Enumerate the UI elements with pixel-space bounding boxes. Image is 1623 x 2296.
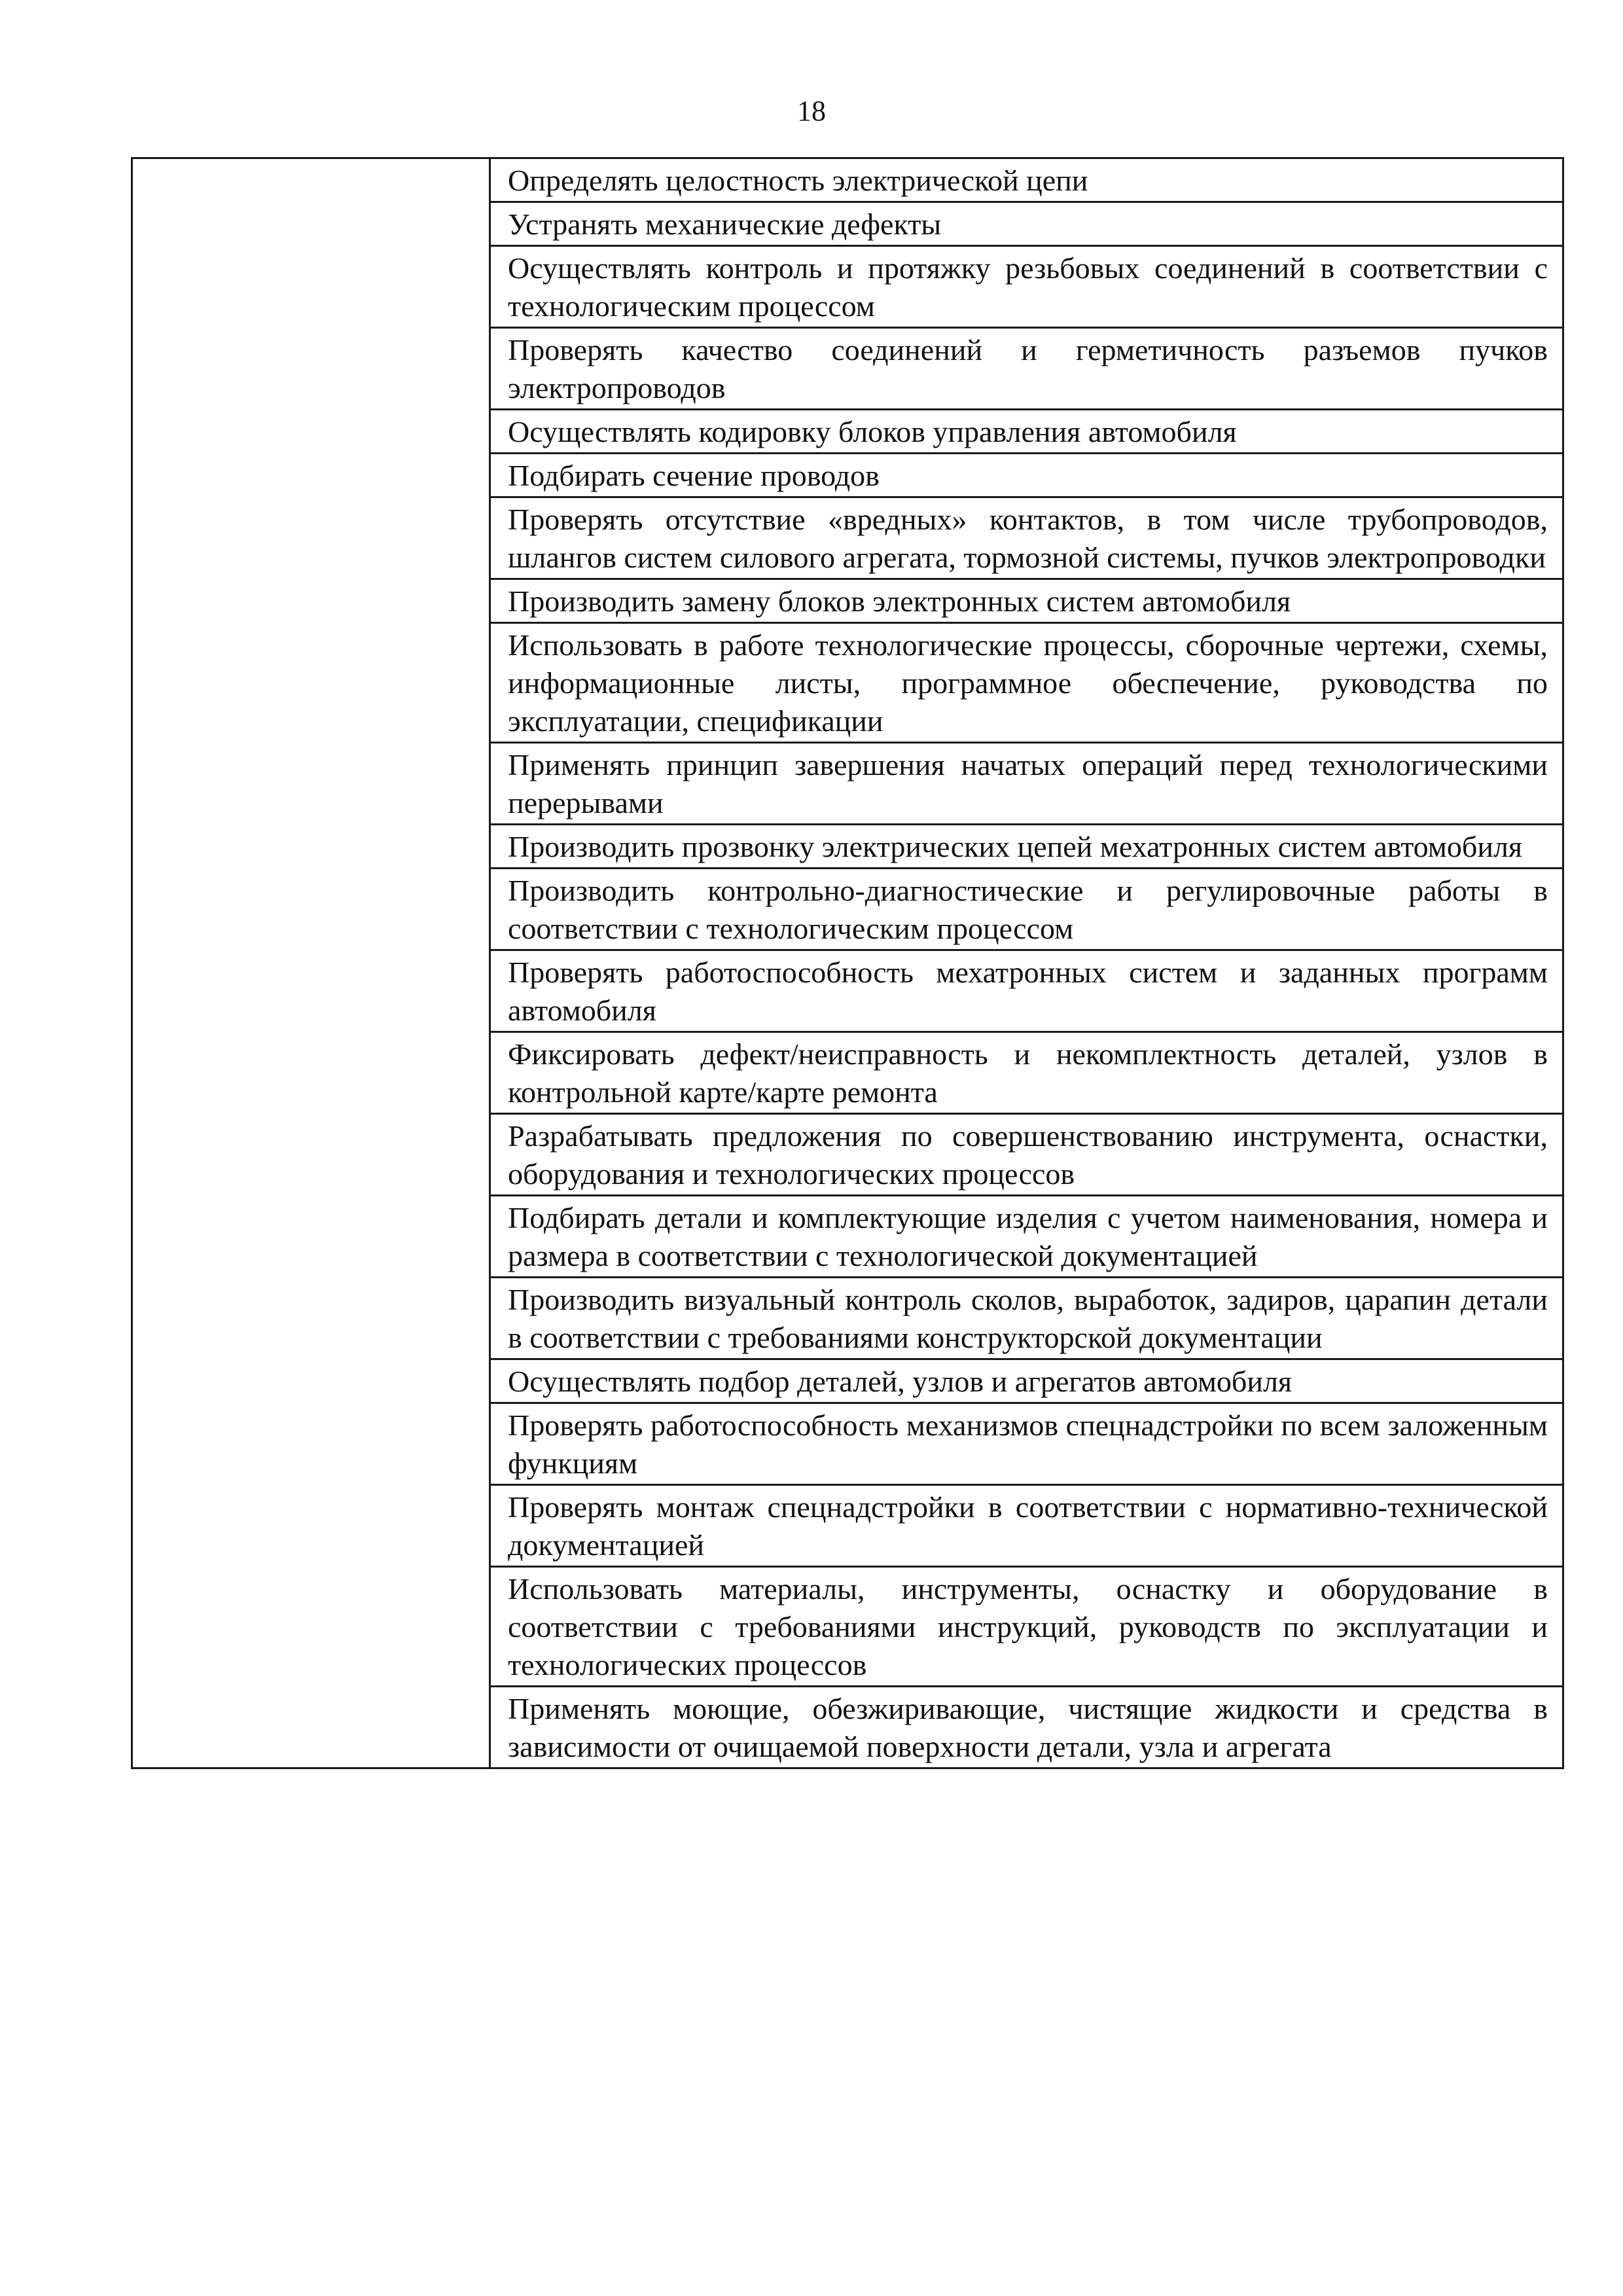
skill-cell: Фиксировать дефект/неисправность и некомплектность деталей, узлов в контрольной карте/карте ремонта xyxy=(490,1032,1563,1114)
skill-cell: Проверять работоспособность мехатронных систем и заданных программ автомобиля xyxy=(490,950,1563,1032)
skills-table xyxy=(131,157,1564,1769)
skill-cell: Разрабатывать предложения по совершенствованию инструмента, оснастки, оборудования и технологических процессов xyxy=(490,1114,1563,1196)
skill-cell: Осуществлять кодировку блоков управления автомобиля xyxy=(490,410,1563,454)
skill-cell: Осуществлять подбор деталей, узлов и агрегатов автомобиля xyxy=(490,1359,1563,1403)
table-row xyxy=(132,158,1563,202)
skills-table-body xyxy=(132,158,1563,1768)
skill-cell: Подбирать детали и комплектующие изделия с учетом наименования, номера и размера в соответствии с технологической документацией xyxy=(490,1196,1563,1278)
skill-cell: Применять моющие, обезжиривающие, чистящие жидкости и средства в зависимости от очищаемой поверхности детали, узла и агрегата xyxy=(490,1687,1563,1768)
skill-cell: Применять принцип завершения начатых операций перед технологическими перерывами xyxy=(490,743,1563,825)
skill-cell: Подбирать сечение проводов xyxy=(490,454,1563,497)
skill-cell: Проверять качество соединений и герметичность разъемов пучков электропроводов xyxy=(490,328,1563,410)
skill-cell: Производить визуальный контроль сколов, выработок, задиров, царапин детали в соответствии с требованиями конструкторской документации xyxy=(490,1278,1563,1359)
skill-cell: Производить замену блоков электронных систем автомобиля xyxy=(490,579,1563,623)
skill-cell: Производить прозвонку электрических цепей мехатронных систем автомобиля xyxy=(490,825,1563,869)
skill-cell: Осуществлять контроль и протяжку резьбовых соединений в соответствии с технологическим процессом xyxy=(490,246,1563,328)
empty-left-column-cell xyxy=(132,158,490,1768)
skill-cell: Проверять монтаж спецнадстройки в соответствии с нормативно-технической документацией xyxy=(490,1485,1563,1567)
skill-cell: Устранять механические дефекты xyxy=(490,202,1563,246)
skill-cell: Определять целостность электрической цепи xyxy=(490,158,1563,202)
skill-cell: Проверять отсутствие «вредных» контактов, в том числе трубопроводов, шлангов систем силового агрегата, тормозной системы, пучков электропроводки xyxy=(490,497,1563,579)
skill-cell: Производить контрольно-диагностические и регулировочные работы в соответствии с технологическим процессом xyxy=(490,869,1563,950)
skill-cell: Использовать в работе технологические процессы, сборочные чертежи, схемы, информационные листы, программное обеспечение, руководства по эксплуатации, спецификации xyxy=(490,623,1563,743)
page-number: 18 xyxy=(797,95,826,127)
document-table-wrapper xyxy=(131,157,1564,1769)
skill-cell: Проверять работоспособность механизмов спецнадстройки по всем заложенным функциям xyxy=(490,1403,1563,1485)
skill-cell: Использовать материалы, инструменты, оснастку и оборудование в соответствии с требованиями инструкций, руководств по эксплуатации и технологических процессов xyxy=(490,1567,1563,1687)
